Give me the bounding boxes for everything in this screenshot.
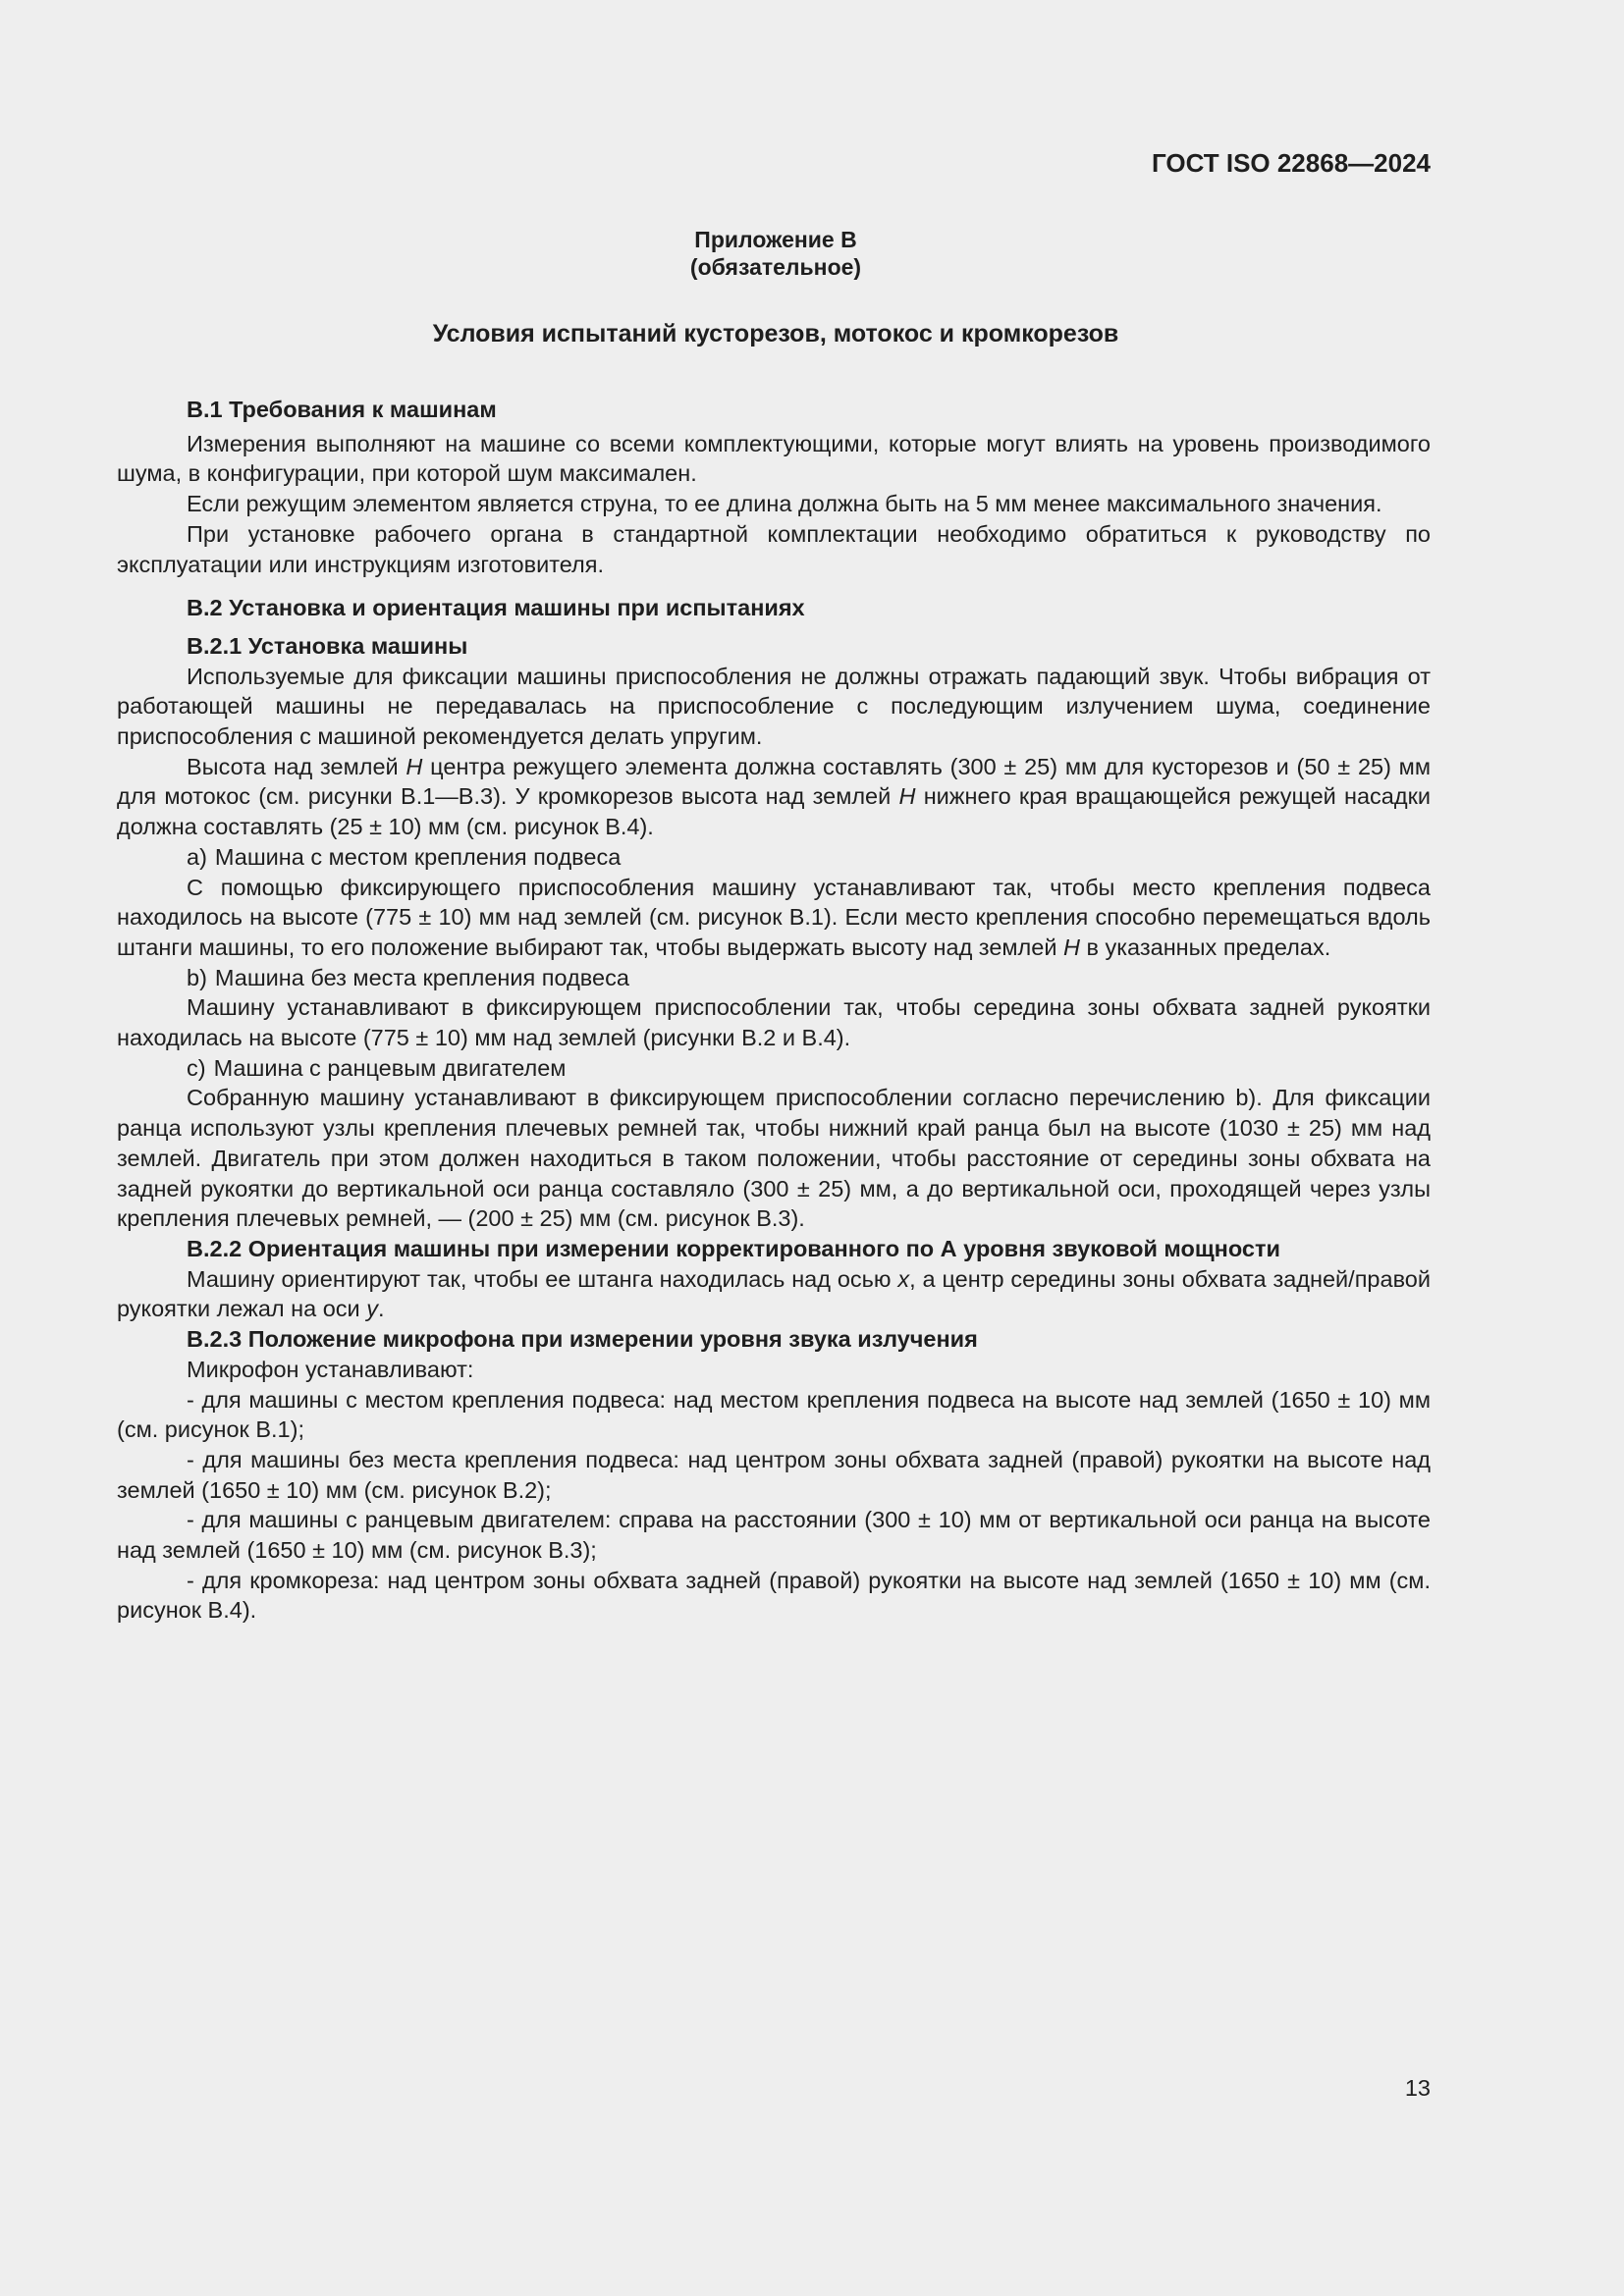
text-run: , а центр середины зоны обхвата задней/правой рукоятки лежал на оси bbox=[117, 1265, 1431, 1322]
section-b22-heading: В.2.2 Ориентация машины при измерении корректированного по А уровня звуковой мощности bbox=[187, 1235, 1280, 1261]
annex-heading bbox=[0, 226, 1551, 281]
section-b21-heading: В.2.1 Установка машины bbox=[187, 632, 468, 659]
annex-status: (обязательное) bbox=[689, 254, 862, 280]
list-item: - для кромкореза: над центром зоны обхвата задней (правой) рукоятки на высоте над землей (1650 ± 10) мм (см. рисунок В.4). bbox=[117, 1567, 1431, 1624]
list-item: - для машины без места крепления подвеса: над центром зоны обхвата задней (правой) рукоятки на высоте над землей (1650 ± 10) мм (см. рисунок В.2); bbox=[117, 1446, 1431, 1503]
text-run: центра режущего элемента должна составлять (300 ± 25) мм для кусторезов и (50 ± 25) мм для мотокос (см. рисунки В.1—В.3). У кромкорезов высота над землей bbox=[117, 753, 1431, 810]
symbol-h: H bbox=[898, 783, 916, 810]
section-b23-heading: В.2.3 Положение микрофона при измерении уровня звука излучения bbox=[187, 1326, 978, 1353]
list-item-c bbox=[117, 1053, 1431, 1084]
section-b2-heading: В.2 Установка и ориентация машины при испытаниях bbox=[187, 595, 805, 621]
list-title: Машина с ранцевым двигателем bbox=[213, 1054, 567, 1081]
section-b1-heading: В.1 Требования к машинам bbox=[187, 397, 497, 422]
annex-label: Приложение В bbox=[694, 227, 857, 252]
paragraph: При установке рабочего органа в стандартной комплектации необходимо обратиться к руководству по эксплуатации или инструкциям изготовителя. bbox=[117, 520, 1431, 577]
paragraph: Микрофон устанавливают: bbox=[187, 1356, 474, 1382]
list-item-a bbox=[117, 842, 1431, 873]
paragraph: Используемые для фиксации машины приспособления не должны отражать падающий звук. Чтобы вибрация от работающей машины не передавалась на приспособление с последующим излучением шума, соединение приспособления с машиной рекомендуется делать упругим. bbox=[117, 663, 1431, 750]
paragraph: Машину устанавливают в фиксирующем приспособлении так, чтобы середина зоны обхвата задней рукоятки находилась на высоте (775 ± 10) мм над землей (рисунки В.2 и В.4). bbox=[117, 994, 1431, 1051]
text-run: Высота над землей bbox=[187, 753, 406, 779]
paragraph: Измерения выполняют на машине со всеми комплектующими, которые могут влиять на уровень производимого шума, в конфигурации, при которой шум максимален. bbox=[117, 430, 1431, 487]
list-title: Машина с местом крепления подвеса bbox=[214, 843, 622, 870]
paragraph bbox=[117, 1264, 1431, 1324]
document-code: ГОСТ ISO 22868—2024 bbox=[1151, 148, 1431, 178]
list-item: - для машины с ранцевым двигателем: справа на расстоянии (300 ± 10) мм от вертикальной оси ранца на высоте над землей (1650 ± 10) мм (см. рисунок В.3); bbox=[117, 1507, 1431, 1564]
annex-title: Условия испытаний кусторезов, мотокос и кромкорезов bbox=[432, 320, 1119, 347]
list-label: b) bbox=[187, 964, 207, 990]
text-run: нижнего края вращающейся режущей насадки должна составлять (25 ± 10) мм (см. рисунок В.4). bbox=[117, 783, 1431, 840]
text-run: Машину ориентируют так, чтобы ее штанга находилась над осью bbox=[187, 1265, 898, 1292]
text-run: С помощью фиксирующего приспособления машину устанавливают так, чтобы место крепления подвеса находилось на высоте (775 ± 10) мм над землей (см. рисунок В.1). Если место крепления способно перемещаться вдоль штанги машины, то его положение выбирают так, чтобы выдержать высоту над землей bbox=[117, 874, 1431, 960]
symbol-x: x bbox=[897, 1265, 910, 1292]
symbol-h: H bbox=[406, 753, 423, 779]
symbol-y: y bbox=[366, 1296, 378, 1322]
text-run: в указанных пределах. bbox=[1079, 934, 1331, 960]
paragraph bbox=[117, 873, 1431, 963]
symbol-h: H bbox=[1062, 934, 1080, 960]
paragraph: Собранную машину устанавливают в фиксирующем приспособлении согласно перечислению b). Для фиксации ранца используют узлы крепления плечевых ремней так, чтобы нижний край ранца был на высоте (1030 ± 25) мм над землей. Двигатель при этом должен находиться в таком положении, чтобы расстояние от середины зоны обхвата на задней рукоятки до вертикальной оси ранца составляло (300 ± 25) мм, а до вертикальной оси, проходящей через узлы крепления плечевых ремней, — (200 ± 25) мм (см. рисунок В.3). bbox=[117, 1085, 1431, 1232]
list-item: - для машины с местом крепления подвеса: над местом крепления подвеса на высоте над землей (1650 ± 10) мм (см. рисунок В.1); bbox=[117, 1386, 1431, 1443]
paragraph: Если режущим элементом является струна, то ее длина должна быть на 5 мм менее максимального значения. bbox=[187, 491, 1382, 517]
list-label: c) bbox=[187, 1054, 206, 1081]
list-title: Машина без места крепления подвеса bbox=[214, 964, 629, 990]
page-number: 13 bbox=[1404, 2075, 1431, 2101]
paragraph bbox=[117, 752, 1431, 842]
list-item-b bbox=[117, 963, 1431, 993]
text-run: . bbox=[377, 1296, 385, 1322]
list-label: a) bbox=[187, 843, 207, 870]
document-body bbox=[117, 395, 1431, 1626]
